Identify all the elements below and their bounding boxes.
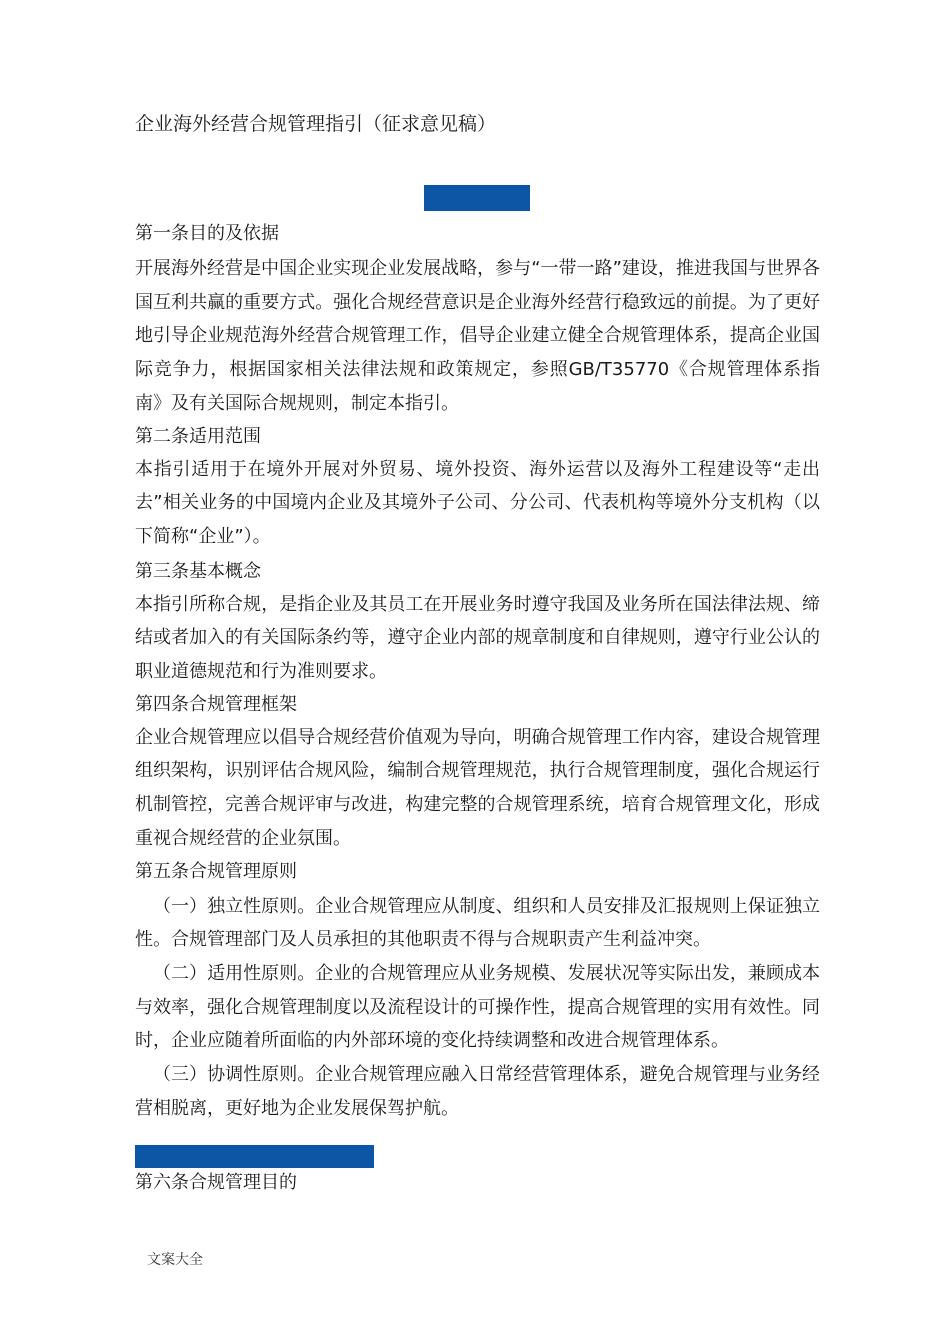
principle-independence: （一）独立性原则。企业合规管理应从制度、组织和人员安排及汇报规则上保证独立性。合规管理部门及人员承担的其他职责不得与合规职责产生利益冲突。: [135, 895, 820, 951]
section-heading-2: 第二条适用范围: [135, 425, 261, 447]
highlight-bar-bottom: [135, 1145, 374, 1168]
section-heading-4: 第四条合规管理框架: [135, 693, 297, 715]
section-heading-1: 第一条目的及依据: [135, 223, 279, 244]
section-4-paragraph: 企业合规管理应以倡导合规经营价值观为导向，明确合规管理工作内容，建设合规管理组织架构，识别评估合规风险，编制合规管理规范，执行合规管理制度，强化合规运行机制管控，完善合规评审与改进，构建完整的合规管理系统，培育合规管理文化，形成重视合规经营的企业氛围。: [135, 726, 820, 849]
section-1-paragraph: 开展海外经营是中国企业实现企业发展战略，参与“一带一路”建设，推进我国与世界各国互利共赢的重要方式。强化合规经营意识是企业海外经营行稳致远的前提。为了更好地引导企业规范海外经营合规管理工作，倡导企业建立健全合规管理体系，提高企业国际竞争力，根据国家相关法律法规和政策规定，参照GB/T35770《合规管理体系指南》及有关国际合规规则，制定本指引。: [135, 258, 820, 414]
section-heading-5: 第五条合规管理原则: [135, 860, 297, 882]
highlight-bar-top: [424, 185, 530, 211]
document-body: [135, 218, 820, 1125]
section-heading-6: 第六条合规管理目的: [135, 1172, 297, 1193]
section-3-paragraph: 本指引所称合规，是指企业及其员工在开展业务时遵守我国及业务所在国法律法规、缔结或者加入的有关国际条约等，遵守企业内部的规章制度和自律规则，遵守行业公认的职业道德规范和行为准则要求。: [135, 593, 820, 683]
section-heading-3: 第三条基本概念: [135, 560, 261, 582]
principle-applicability: （二）适用性原则。企业的合规管理应从业务规模、发展状况等实际出发，兼顾成本与效率，强化合规管理制度以及流程设计的可操作性，提高合规管理的实用有效性。同时，企业应随着所面临的内外部环境的变化持续调整和改进合规管理体系。: [135, 962, 820, 1052]
section-6-wrapper: [135, 1167, 297, 1199]
document-title: 企业海外经营合规管理指引（征求意见稿）: [135, 113, 497, 135]
principle-coordination: （三）协调性原则。企业合规管理应融入日常经营管理体系，避免合规管理与业务经营相脱离，更好地为企业发展保驾护航。: [135, 1064, 820, 1119]
section-2-paragraph: 本指引适用于在境外开展对外贸易、境外投资、海外运营以及海外工程建设等“走出去”相关业务的中国境内企业及其境外子公司、分公司、代表机构等境外分支机构（以下简称“企业”）。: [135, 458, 820, 547]
footer-text: 文案大全: [147, 1252, 203, 1268]
